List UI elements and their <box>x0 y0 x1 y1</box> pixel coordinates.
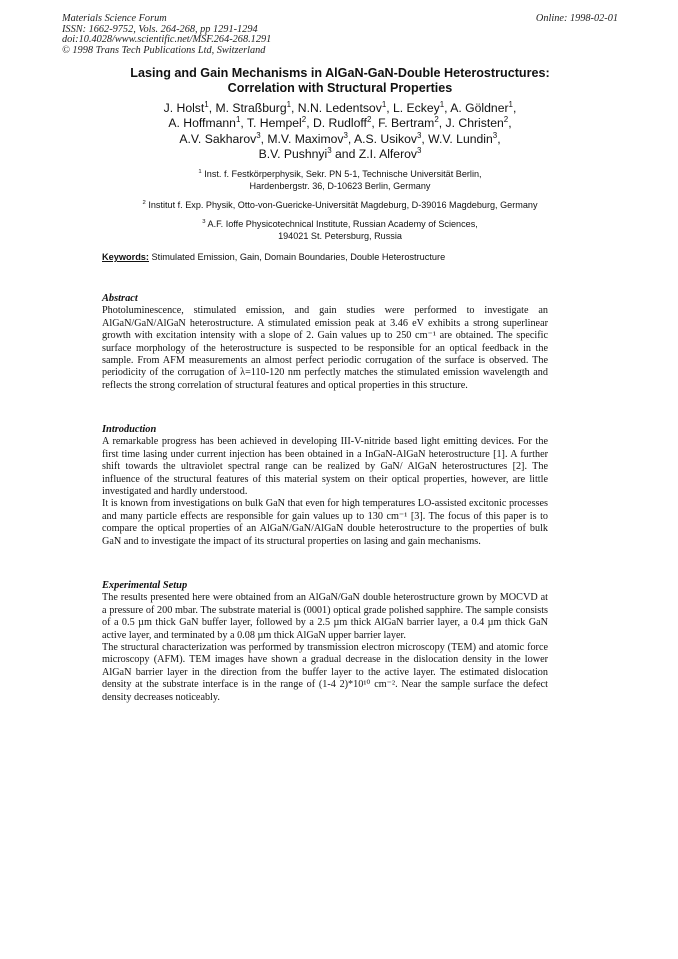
author-sep: , <box>444 101 451 115</box>
author-name: A.S. Usikov <box>353 131 417 146</box>
affiliation-3 <box>62 219 618 242</box>
affiliation-text: Institut f. Exp. Physik, Otto-von-Guericke-Universität Magdeburg, D-39016 Magdeburg, Germany <box>148 200 538 210</box>
author-name: T. Hempel <box>246 116 302 131</box>
author-name: Z.I. Alferov <box>358 146 417 161</box>
author-affil-sup: 3 <box>417 145 422 155</box>
author-name: B.V. Pushnyi <box>258 146 328 161</box>
affiliation-line <box>62 200 618 212</box>
author-affil-sup: 1 <box>381 99 387 109</box>
introduction-paragraph-1: A remarkable progress has been achieved in developing III-V-nitride based light emitting devices. For the first time lasing under current injection has been obtained in a InGaN-AlGaN heterostructure [1]. A further shift towards the ultraviolet spectral range can be realized by GaN/ AlGaN heterostructures [2]. The influence of the structural features of this material system on their optical properties, however, are little investigated and hardly understood. <box>102 436 548 498</box>
author-sep: , <box>291 101 298 115</box>
author-line-1 <box>62 101 618 116</box>
affiliation-text: Inst. f. Festkörperphysik, Sekr. PN 5-1, Technische Universität Berlin, <box>204 169 482 179</box>
author-name: A.V. Sakharov <box>179 131 257 146</box>
doi-line: doi:10.4028/www.scientific.net/MSF.264-268.1291 <box>62 34 272 46</box>
author-affil-sup: 2 <box>366 115 372 125</box>
title-line-1: Lasing and Gain Mechanisms in AlGaN-GaN-Double Heterostructures: <box>130 66 550 80</box>
author-affil-sup: 1 <box>286 99 292 109</box>
affiliation-line <box>62 169 618 181</box>
author-sep: , <box>347 131 354 146</box>
affiliation-line <box>62 219 618 231</box>
author-affil-sup: 1 <box>204 99 209 109</box>
author-name: M.V. Maximov <box>267 131 344 146</box>
introduction-section <box>102 424 548 548</box>
keywords-label: Keywords: <box>102 252 149 262</box>
author-affil-sup: 2 <box>434 115 439 125</box>
author-affil-sup: 1 <box>439 99 445 109</box>
author-affil-sup: 1 <box>235 115 241 125</box>
author-affil-sup: 3 <box>416 130 422 140</box>
author-name: M. Straßburg <box>215 101 287 115</box>
affiliation-sup: 1 <box>198 168 202 175</box>
author-sep: and <box>331 146 359 161</box>
journal-header <box>62 14 618 56</box>
journal-name: Materials Science Forum <box>62 13 167 24</box>
author-name: D. Rudloff <box>312 116 367 131</box>
title-line-2: Correlation with Structural Properties <box>227 81 453 95</box>
affiliation-sup: 3 <box>202 218 206 225</box>
author-line-2 <box>62 116 618 131</box>
author-name: F. Bertram <box>378 116 435 131</box>
author-name: L. Eckey <box>393 101 440 115</box>
affiliation-text: A.F. Ioffe Physicotechnical Institute, Russian Academy of Sciences, <box>207 219 478 229</box>
author-affil-sup: 2 <box>301 115 307 125</box>
author-affil-sup: 3 <box>256 130 261 140</box>
author-sep: , <box>497 131 501 146</box>
author-line-3 <box>62 132 618 147</box>
author-sep: , <box>386 101 393 115</box>
author-sep: , <box>508 116 512 131</box>
experimental-heading: Experimental Setup <box>102 580 188 591</box>
abstract-heading: Abstract <box>102 293 138 304</box>
author-line-4 <box>62 147 618 162</box>
paper-title <box>62 66 618 96</box>
author-affil-sup: 1 <box>508 99 513 109</box>
affiliation-line: Hardenbergstr. 36, D-10623 Berlin, Germany <box>249 180 431 191</box>
keywords-text: Stimulated Emission, Gain, Domain Boundaries, Double Heterostructure <box>151 252 446 262</box>
author-name: A. Hoffmann <box>168 116 236 131</box>
experimental-paragraph-2: The structural characterization was performed by transmission electron microscopy (TEM) and atomic force microscopy (AFM). TEM images have shown a gradual decrease in the dislocation density in the lower AlGaN barrier layer in the direction from the buffer layer to the active layer. The estimated dislocation density at the substrate interface is in the range of (1-4 2)*10¹⁰ cm⁻². Near the sample surface the defect density decreases noticeably. <box>102 642 548 703</box>
author-sep: , <box>371 116 379 131</box>
author-sep: , <box>208 101 216 115</box>
experimental-section <box>102 580 548 704</box>
affiliation-sup: 2 <box>142 199 146 206</box>
author-sep: , <box>306 116 313 131</box>
author-sep: , <box>438 116 446 131</box>
copyright-line: © 1998 Trans Tech Publications Ltd, Switzerland <box>62 44 266 56</box>
author-sep: , <box>240 116 247 131</box>
abstract-text: Photoluminescence, stimulated emission, and gain studies were performed to investigate an AlGaN/GaN/AlGaN heterostructure. A stimulated emission peak at 3.46 eV exhibits a strong superlinear growth with excitation intensity with a slope of 2. Gain values up to 250 cm⁻¹ are obtained. The specific surface morphology of the heterostructure is suspected to be responsible for an optical feedback in the sample. From AFM measurements an almost perfect periodic corrugation of the surface is observed. The periodicity of the corrugation of λ=110-120 nm perfectly matches the stimulated emission wavelength and reflects the strong correlation of structural features and optical properties in this structure. <box>102 305 548 391</box>
author-affil-sup: 2 <box>503 115 509 125</box>
affiliation-1 <box>62 169 618 192</box>
author-name: N.N. Ledentsov <box>297 101 382 115</box>
online-date: Online: 1998-02-01 <box>535 13 618 24</box>
issn-line: ISSN: 1662-9752, Vols. 264-268, pp 1291-1294 <box>62 23 258 35</box>
author-sep: , <box>260 131 268 146</box>
affiliation-line: 194021 St. Petersburg, Russia <box>278 230 402 241</box>
author-affil-sup: 3 <box>327 145 332 155</box>
keywords-line <box>102 252 578 262</box>
author-name: J. Christen <box>445 116 504 131</box>
author-sep: , <box>512 101 517 115</box>
abstract-section <box>102 293 548 392</box>
author-affil-sup: 3 <box>492 130 498 140</box>
introduction-heading: Introduction <box>102 424 157 435</box>
author-name: A. Göldner <box>450 101 509 115</box>
author-name: J. Holst <box>163 101 205 115</box>
affiliation-2 <box>62 200 618 212</box>
author-affil-sup: 3 <box>343 130 348 140</box>
experimental-paragraph-1: The results presented here were obtained from an AlGaN/GaN double heterostructure grown by MOCVD at a pressure of 200 mbar. The substrate material is (0001) optical grade polished sapphire. The sample consists of a 0.5 µm thick GaN buffer layer, followed by a 2.5 µm thick AlGaN barrier layer, a 0.4 µm thick GaN active layer, and terminated by a 0.08 µm thick AlGaN upper barrier layer. <box>102 592 548 641</box>
author-sep: , <box>421 131 429 146</box>
author-name: W.V. Lundin <box>428 131 493 146</box>
author-list <box>62 101 618 162</box>
introduction-paragraph-2: It is known from investigations on bulk GaN that even for high temperatures LO-assisted excitonic processes and many particle effects are responsible for gain values up to 130 cm⁻¹ [3]. The focus of this paper is to compare the optical properties of an AlGaN/GaN/AlGaN double heterostructure to the properties of bulk GaN and to investigate the impact of its structural properties on lasing and gain mechanisms. <box>102 498 548 547</box>
